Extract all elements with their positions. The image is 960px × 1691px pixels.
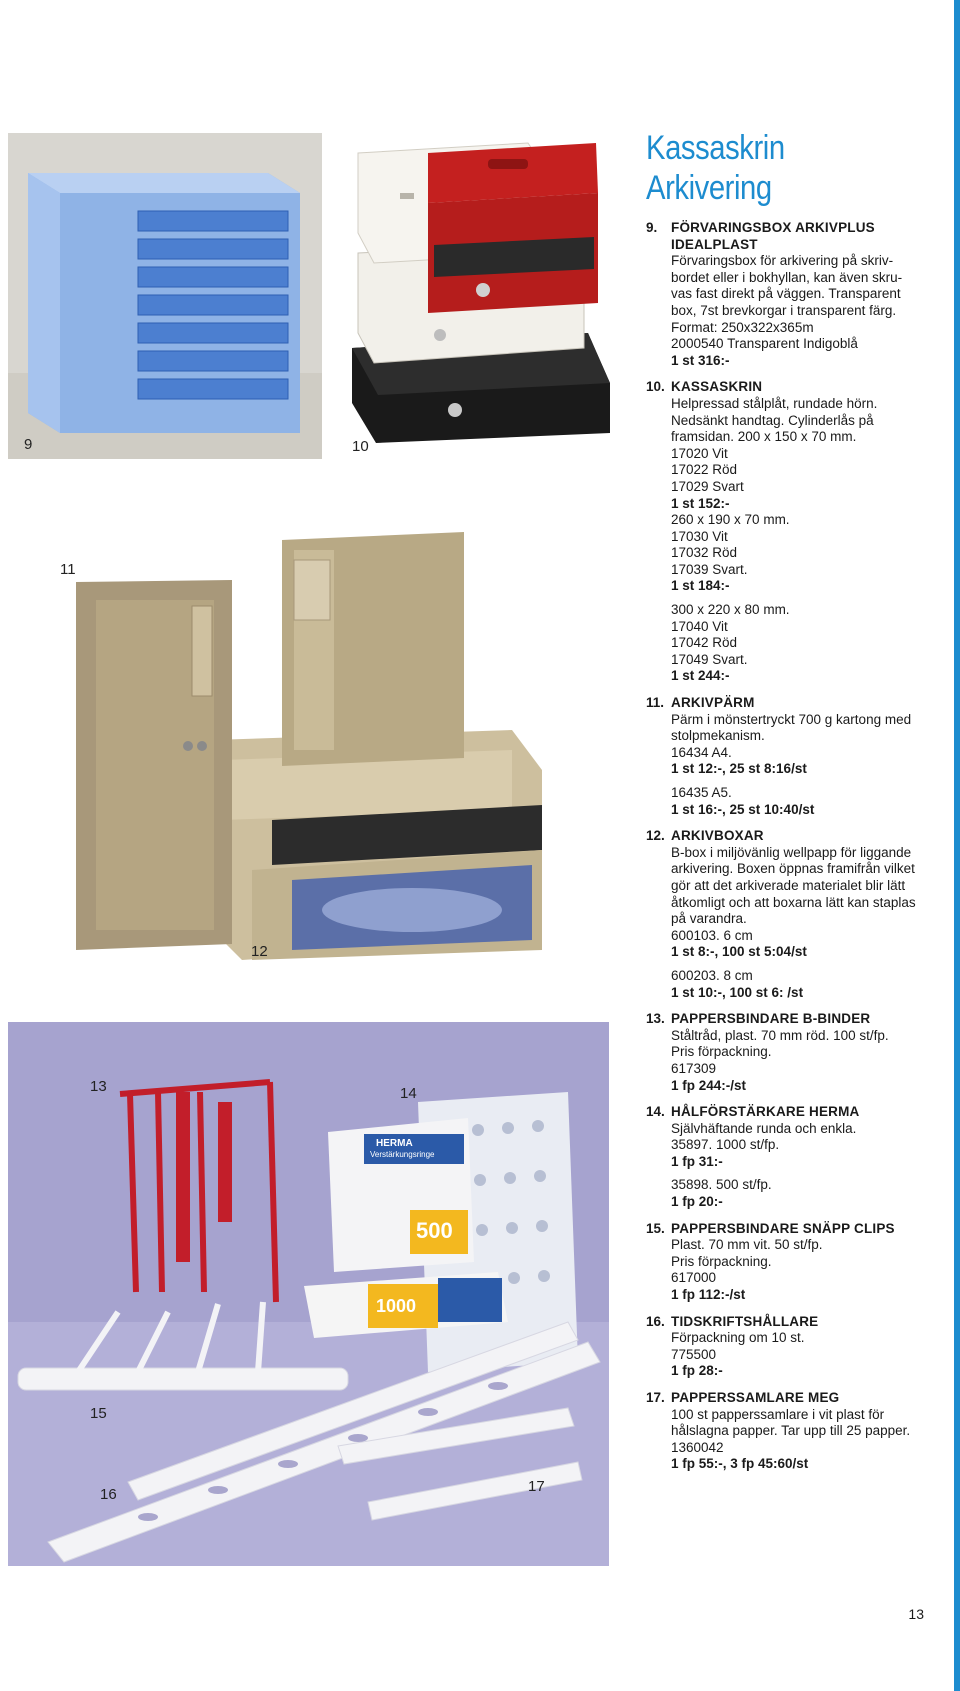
item-desc-line: 16435 A5. bbox=[671, 785, 732, 800]
item-desc-line: 300 x 220 x 80 mm. bbox=[671, 602, 790, 618]
item-heading: HÅLFÖRSTÄRKARE HERMA bbox=[671, 1104, 860, 1120]
product-text-column bbox=[646, 128, 936, 1483]
product-item-14 bbox=[646, 1104, 936, 1211]
herma-sub-label: Verstärkungsringe bbox=[370, 1150, 435, 1159]
item-desc-line: Plast. 70 mm vit. 50 st/fp. bbox=[671, 1237, 823, 1253]
item-desc-line: 35897. 1000 st/fp. bbox=[671, 1137, 780, 1153]
item-price: 1 st 152:- bbox=[671, 495, 730, 511]
item-heading: PAPPERSSAMLARE MEG bbox=[671, 1390, 840, 1405]
item-desc-line: Format: 250x322x365m bbox=[671, 319, 814, 335]
figure-label-15: 15 bbox=[90, 1405, 107, 1422]
item-heading: PAPPERSBINDARE B-BINDER bbox=[671, 1011, 871, 1027]
item-desc-line: 17040 Vit bbox=[671, 618, 728, 634]
item-desc-line: gör att det arkiverade materialet blir lätt bbox=[671, 877, 906, 893]
item-desc-line: Pris förpackning. bbox=[671, 1253, 772, 1269]
item-desc-line: på varandra. bbox=[671, 911, 747, 927]
item-desc-line: Helpressad stålplåt, rundade hörn. bbox=[671, 395, 878, 411]
item-number: 9. bbox=[646, 220, 658, 235]
photo-cash-boxes bbox=[348, 133, 612, 453]
item-desc-line: Ståltråd, plast. 70 mm röd. 100 st/fp. bbox=[671, 1027, 889, 1043]
item-price: 1 fp 112:-/st bbox=[671, 1287, 746, 1303]
product-item-16 bbox=[646, 1314, 936, 1380]
item-heading: ARKIVBOXAR bbox=[671, 828, 764, 844]
item-desc-line: 17032 Röd bbox=[671, 545, 738, 561]
item-desc-line: bordet eller i bokhyllan, kan även skru- bbox=[671, 269, 903, 285]
item-desc-line: Pris förpackning. bbox=[671, 1044, 772, 1060]
item-heading: ARKIVPÄRM bbox=[671, 695, 755, 711]
item-price: 1 fp 20:- bbox=[671, 1194, 723, 1210]
item-price: 1 fp 55:-, 3 fp 45:60/st bbox=[671, 1456, 809, 1472]
section-title-line-2: Arkivering bbox=[646, 169, 772, 207]
item-desc-line: 775500 bbox=[671, 1346, 717, 1362]
item-heading: TIDSKRIFTSHÅLLARE bbox=[671, 1313, 819, 1329]
herma-brand-label: HERMA bbox=[376, 1138, 413, 1149]
item-price: 1 st 244:- bbox=[671, 668, 730, 684]
item-desc-line: stolpmekanism. bbox=[671, 728, 765, 744]
item-desc-line: hålslagna papper. Tar upp till 25 papper. bbox=[671, 1423, 911, 1439]
item-desc-line: Pärm i mönstertryckt 700 g kartong med bbox=[671, 711, 912, 727]
item-desc-line: 2000540 Transparent Indigoblå bbox=[671, 336, 858, 352]
section-title-line-1: Kassaskrin bbox=[646, 129, 785, 167]
item-desc-line: 617309 bbox=[671, 1060, 717, 1076]
item-desc-line: 1360042 bbox=[671, 1439, 724, 1455]
item-price: 1 st 12:-, 25 st 8:16/st bbox=[671, 761, 807, 777]
item-desc-line: Nedsänkt handtag. Cylinderlås på bbox=[671, 412, 874, 428]
section-title bbox=[646, 128, 936, 208]
item-price: 1 st 10:-, 100 st 6: /st bbox=[671, 984, 804, 1000]
item-desc-line: 35898. 500 st/fp. bbox=[671, 1177, 772, 1193]
figure-label-14: 14 bbox=[400, 1085, 417, 1102]
item-price: 1 fp 31:- bbox=[671, 1153, 723, 1169]
herma-500-label: 500 bbox=[416, 1218, 453, 1243]
item-desc-line: arkivering. Boxen öppnas framifrån vilket bbox=[671, 861, 915, 877]
item-desc-line: 16434 A4. bbox=[671, 744, 732, 760]
item-desc-line: Självhäftande runda och enkla. bbox=[671, 1120, 857, 1136]
item-number: 17. bbox=[646, 1390, 665, 1405]
item-desc-line: box, 7st brevkorgar i transparent färg. bbox=[671, 302, 897, 318]
item-heading: FÖRVARINGSBOX ARKIVPLUS IDEALPLAST bbox=[671, 220, 875, 252]
item-price: 1 fp 28:- bbox=[671, 1363, 723, 1379]
item-desc-line: 17020 Vit bbox=[671, 445, 728, 461]
product-item-17 bbox=[646, 1390, 936, 1473]
item-desc-line: åtkomligt och att boxarna lätt kan staplas bbox=[671, 894, 916, 910]
product-item-15 bbox=[646, 1221, 936, 1304]
item-desc-line: 17029 Svart bbox=[671, 478, 744, 494]
item-desc-line: 17039 Svart. bbox=[671, 561, 748, 577]
item-number: 13. bbox=[646, 1011, 665, 1027]
figure-label-12: 12 bbox=[251, 943, 268, 960]
item-price: 1 fp 244:-/st bbox=[671, 1077, 747, 1093]
figure-label-16: 16 bbox=[100, 1486, 117, 1503]
figure-label-11: 11 bbox=[60, 561, 76, 578]
item-desc-line: 17049 Svart. bbox=[671, 651, 748, 667]
item-desc-line: framsidan. 200 x 150 x 70 mm. bbox=[671, 429, 857, 445]
item-heading: PAPPERSBINDARE SNÄPP CLIPS bbox=[671, 1220, 895, 1236]
page-edge-bar bbox=[954, 0, 960, 1691]
item-desc-line: B-box i miljövänlig wellpapp för liggande bbox=[671, 844, 912, 860]
item-desc-line: 17022 Röd bbox=[671, 462, 738, 478]
item-number: 14. bbox=[646, 1104, 665, 1120]
product-item-12 bbox=[646, 828, 936, 1001]
photo-binders-clips bbox=[8, 1022, 609, 1566]
item-desc-line: 617000 bbox=[671, 1270, 717, 1286]
product-item-13 bbox=[646, 1011, 936, 1094]
item-desc-line: 260 x 190 x 70 mm. bbox=[671, 512, 790, 528]
figure-label-9: 9 bbox=[24, 436, 33, 453]
product-item-10 bbox=[646, 379, 936, 685]
figure-label-13: 13 bbox=[90, 1078, 107, 1095]
item-price: 1 st 16:-, 25 st 10:40/st bbox=[671, 801, 815, 817]
item-number: 11. bbox=[646, 695, 665, 711]
item-number: 10. bbox=[646, 379, 665, 395]
photo-storage-box bbox=[8, 133, 322, 459]
herma-1000-label: 1000 bbox=[376, 1296, 417, 1316]
item-desc-line: Förpackning om 10 st. bbox=[671, 1330, 805, 1346]
figure-label-10: 10 bbox=[352, 438, 369, 455]
item-heading: KASSASKRIN bbox=[671, 379, 763, 395]
item-desc-line: Förvaringsbox för arkivering på skriv- bbox=[671, 253, 894, 269]
item-price: 1 st 184:- bbox=[671, 578, 730, 594]
item-desc-line: 100 st papperssamlare i vit plast för bbox=[671, 1406, 885, 1422]
item-desc-line: 17042 Röd bbox=[671, 635, 738, 651]
item-desc-line: vas fast direkt på väggen. Transparent bbox=[671, 286, 901, 302]
product-item-11 bbox=[646, 695, 936, 818]
item-number: 12. bbox=[646, 828, 665, 844]
item-number: 15. bbox=[646, 1220, 665, 1236]
item-desc-line: 17030 Vit bbox=[671, 528, 728, 544]
item-price: 1 st 316:- bbox=[671, 352, 730, 368]
item-price: 1 st 8:-, 100 st 5:04/st bbox=[671, 944, 807, 960]
photo-archive-binders-boxes bbox=[72, 520, 592, 960]
item-desc-line: 600103. 6 cm bbox=[671, 927, 753, 943]
item-desc-line: 600203. 8 cm bbox=[671, 967, 753, 983]
page-number: 13 bbox=[908, 1606, 924, 1622]
item-number: 16. bbox=[646, 1313, 665, 1329]
product-item-9 bbox=[646, 220, 936, 369]
figure-label-17: 17 bbox=[528, 1478, 545, 1495]
